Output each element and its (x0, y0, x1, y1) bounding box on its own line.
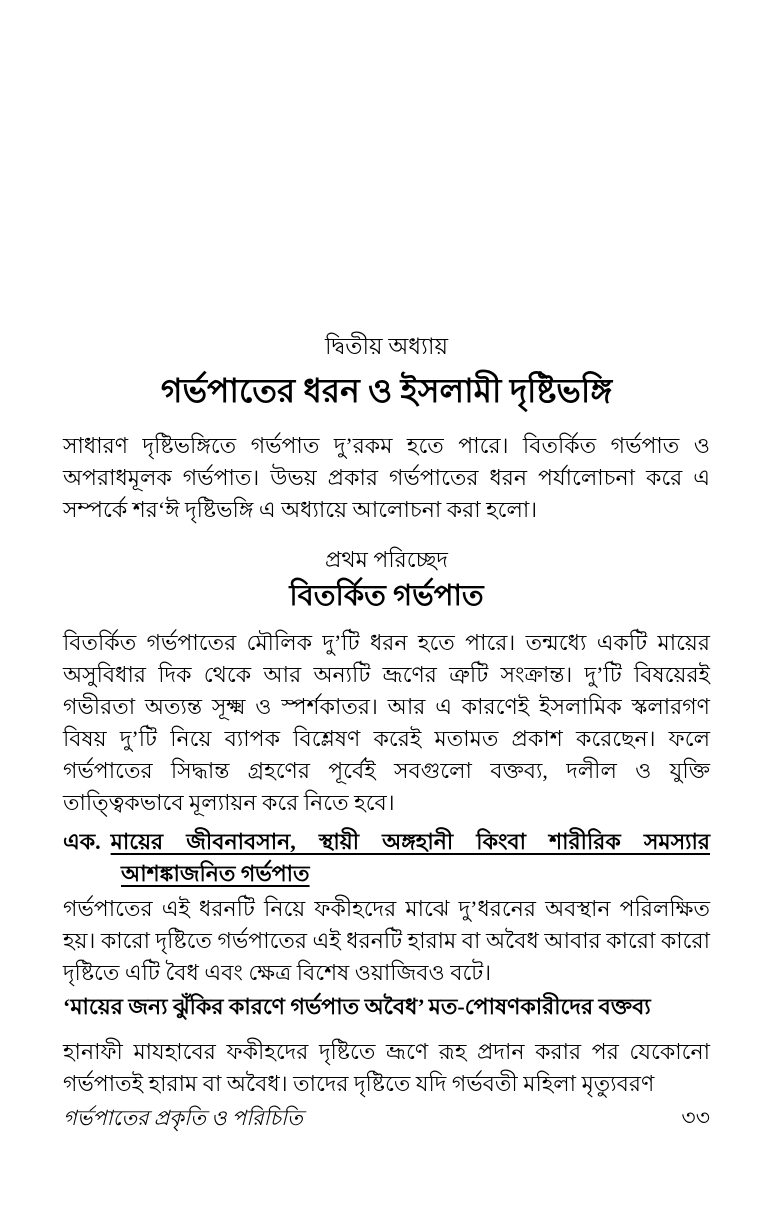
opinion-paragraph: হানাফী মাযহাবের ফকীহদের দৃষ্টিতে ভ্রূণে রূহ প্রদান করার পর যেকোনো গর্ভপাতই হারাম বা অবৈধ। তাদের দৃষ্টিতে যদি গর্ভবতী মহিলা মৃত্যুবরণ (63, 1039, 710, 1096)
intro-paragraph: সাধারণ দৃষ্টিভঙ্গিতে গর্ভপাত দু’রকম হতে পারে। বিতর্কিত গর্ভপাত ও অপরাধমূলক গর্ভপাত। উভয় প্রকার গর্ভপাতের ধরন পর্যালোচনা করে এ সম্পর্কে শর‘ঈ দৃষ্টিভঙ্গি এ অধ্যায়ে আলোচনা করা হলো। (63, 433, 710, 522)
page-number: ৩৩ (681, 1105, 710, 1130)
point-one-heading (63, 826, 710, 890)
point-one-marker: এক. (63, 829, 101, 854)
opinion-heading: ‘মায়ের জন্য ঝুঁকির কারণে গর্ভপাত অবৈধ’ মত-পোষণকারীদের বক্তব্য (63, 994, 651, 1019)
section-title: বিতর্কিত গর্ভপাত (289, 580, 484, 612)
section-paragraph: বিতর্কিত গর্ভপাতের মৌলিক দু’টি ধরন হতে পারে। তন্মধ্যে একটি মায়ের অসুবিধার দিক থেকে আর অন্যটি ভ্রূণের ত্রুটি সংক্রান্ত। দু’টি বিষয়েরই গভীরতা অত্যন্ত সূক্ষ্ম ও স্পর্শকাতর। আর এ কারণেই ইসলামিক স্কলারগণ বিষয় দু’টি নিয়ে ব্যাপক বিশ্লেষণ করেই মতামত প্রকাশ করেছেন। ফলে গর্ভপাতের সিদ্ধান্ত গ্রহণের পূর্বেই সবগুলো বক্তব্য, দলীল ও যুক্তি তাত্ত্বিকভাবে মূল্যায়ন করে নিতে হবে। (63, 630, 710, 815)
point-one-paragraph: গর্ভপাতের এই ধরনটি নিয়ে ফকীহদের মাঝে দু’ধরনের অবস্থান পরিলক্ষিত হয়। কারো দৃষ্টিতে গর্ভপাতের এই ধরনটি হারাম বা অবৈধ আবার কারো কারো দৃষ্টিতে এটি বৈধ এবং ক্ষেত্র বিশেষ ওয়াজিবও বটে। (63, 896, 710, 985)
page-footer (63, 1104, 710, 1132)
section-label: প্রথম পরিচ্ছেদ (325, 547, 448, 572)
point-one-title: মায়ের জীবনাবসান, স্থায়ী অঙ্গহানী কিংবা শারীরিক সমস্যার আশঙ্কাজনিত গর্ভপাত (110, 829, 710, 886)
chapter-label: দ্বিতীয় অধ্যায় (324, 334, 449, 359)
running-title: গর্ভপাতের প্রকৃতি ও পরিচিতি (63, 1106, 303, 1130)
chapter-title: গর্ভপাতের ধরন ও ইসলামী দৃষ্টিভঙ্গি (160, 374, 613, 410)
